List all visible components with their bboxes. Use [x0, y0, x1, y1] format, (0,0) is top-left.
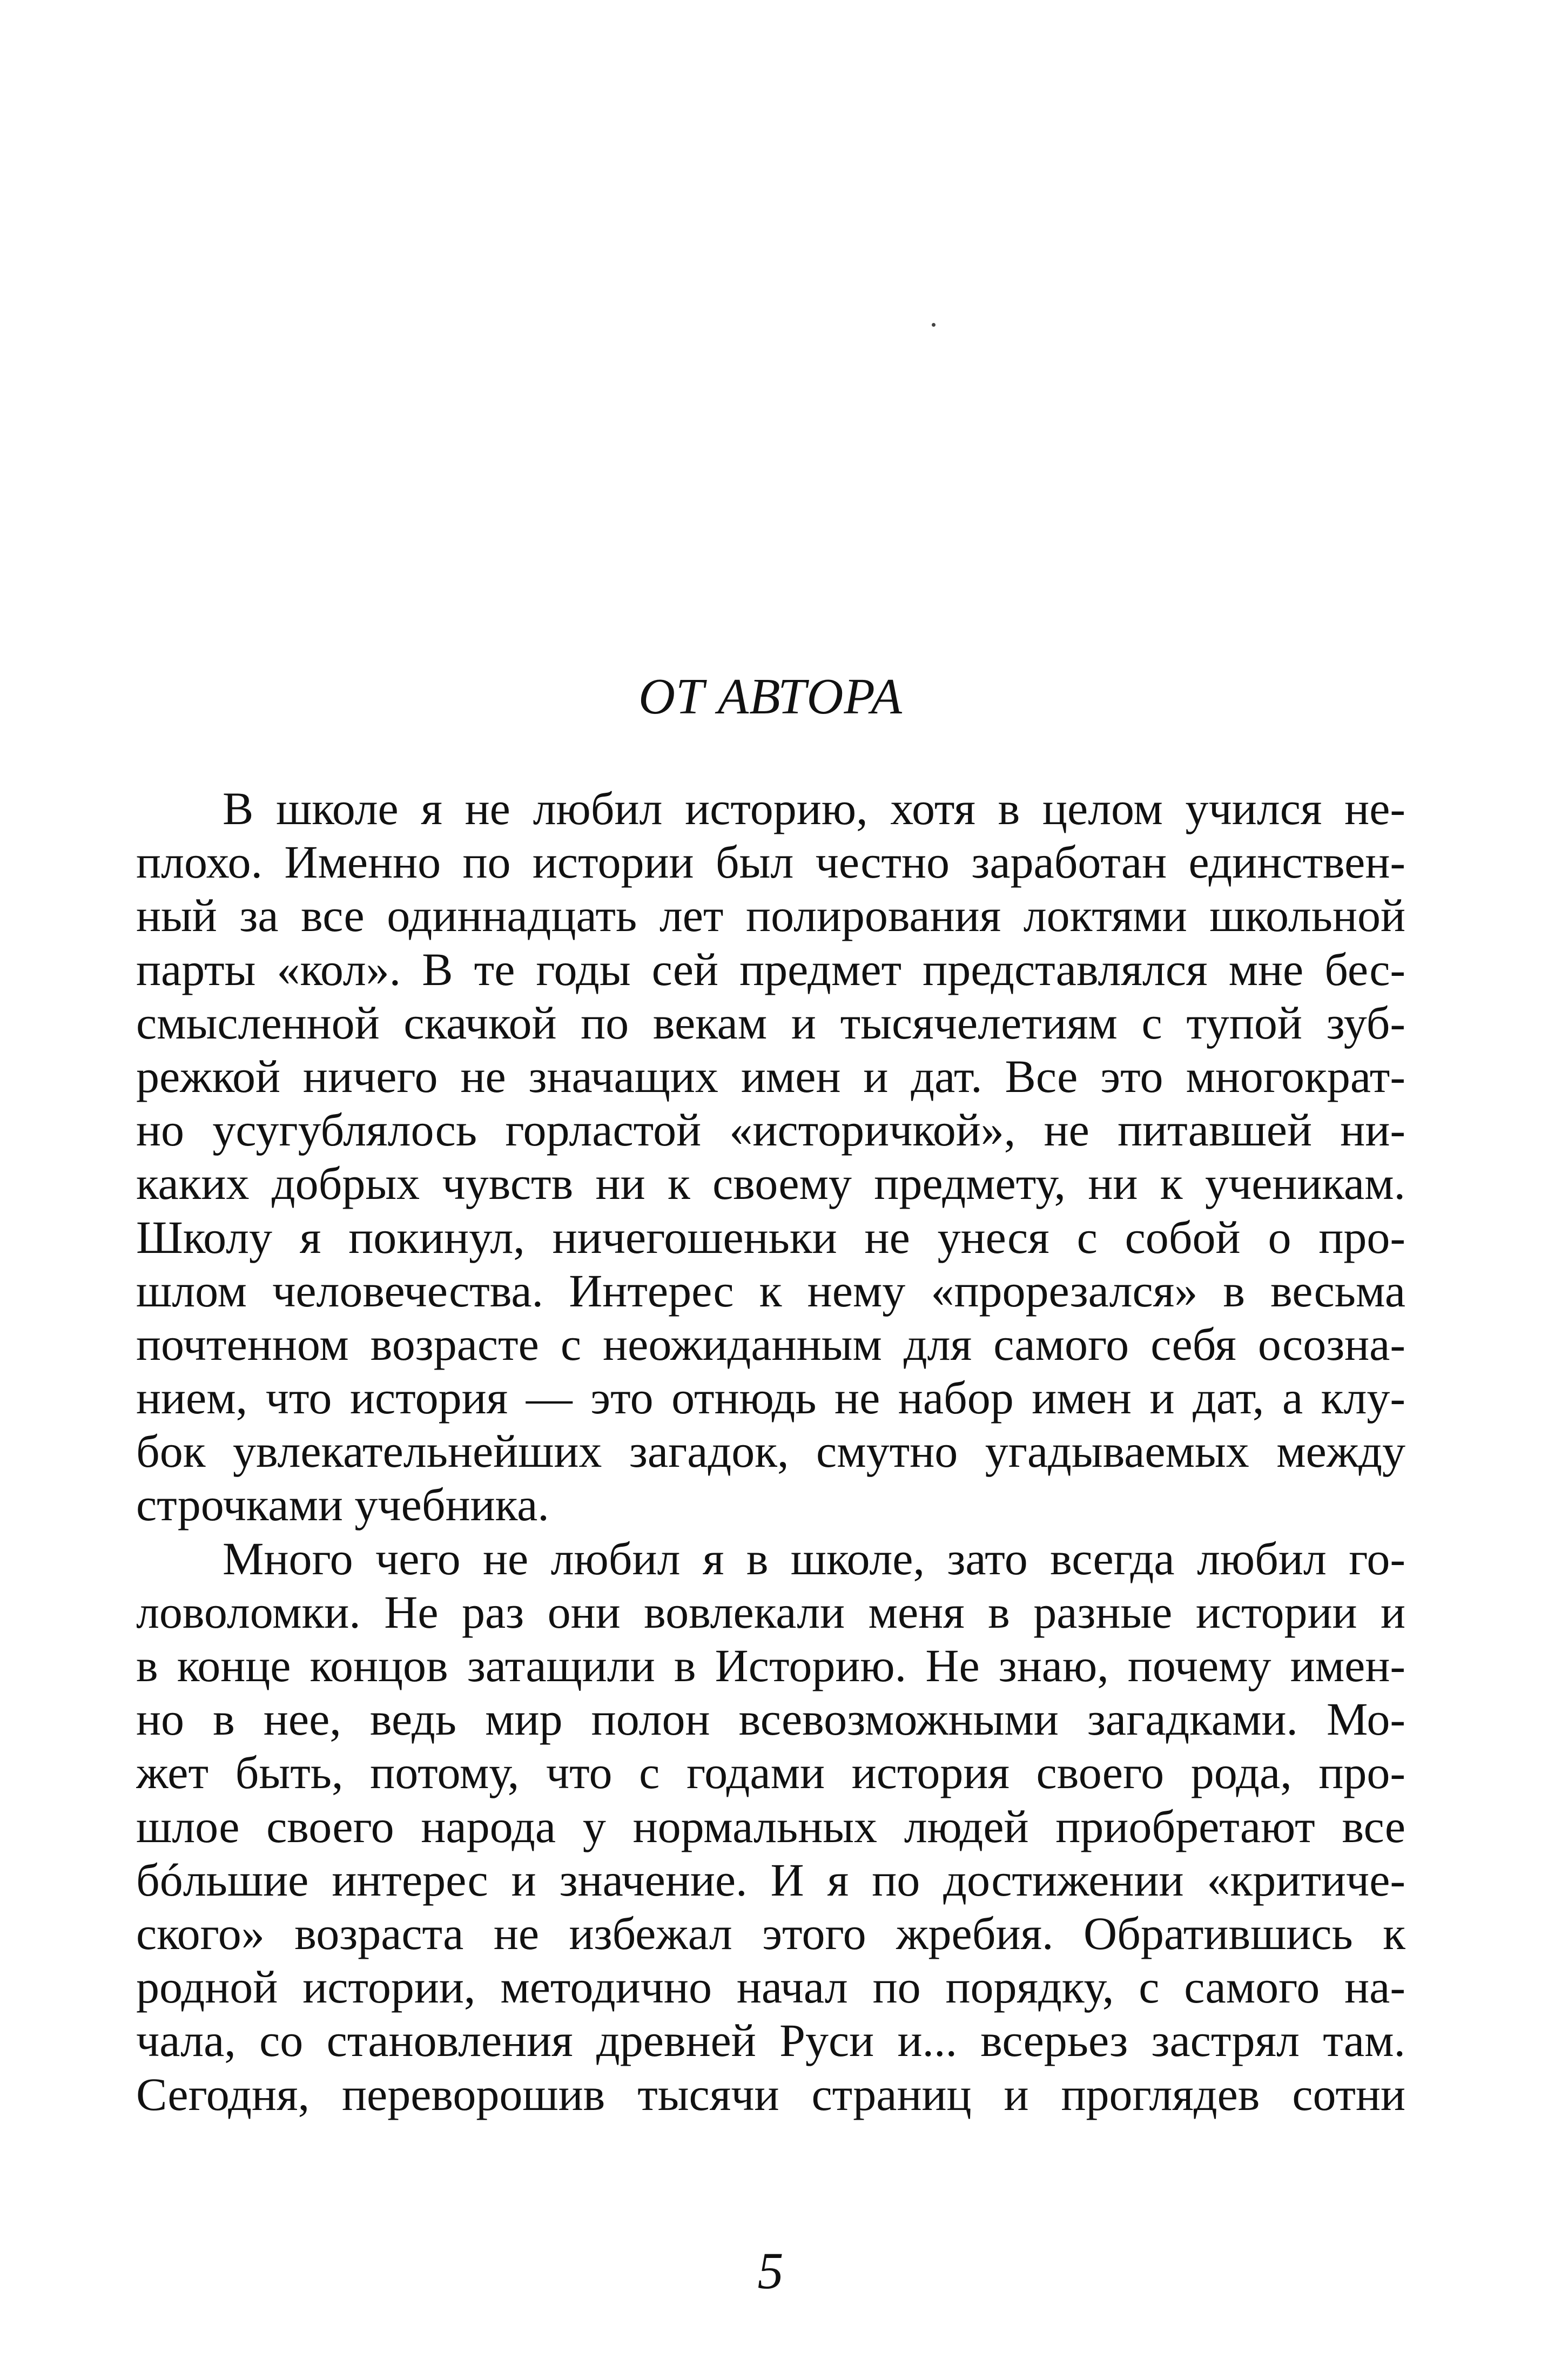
body-text — [136, 782, 1405, 2121]
text-line: шлом человечества. Интерес к нему «прорезался» в весьма — [136, 1264, 1405, 1317]
text-line: шлое своего народа у нормальных людей приобретают все — [136, 1800, 1405, 1852]
print-speck — [932, 323, 936, 327]
text-line: ского» возраста не избежал этого жребия. Обратившись к — [136, 1907, 1405, 1959]
text-line: жет быть, потому, что с годами история своего рода, про- — [136, 1747, 1405, 1799]
text-line: бóльшие интерес и значение. И я по достижении «критиче- — [136, 1853, 1405, 1906]
text-line: ный за все одиннадцать лет полирования локтями школьной — [136, 889, 1405, 942]
text-line: чала, со становления древней Руси и... всерьез застрял там. — [136, 2014, 1405, 2067]
text-line: В школе я не любил историю, хотя в целом учился не- — [223, 783, 1405, 834]
text-line: но усугублялось горластой «историчкой», не питавшей ни- — [136, 1104, 1405, 1156]
text-line: режкой ничего не значащих имен и дат. Все это многократ- — [136, 1050, 1405, 1102]
text-line: Школу я покинул, ничегошеньки не унеся с собой о про- — [136, 1211, 1405, 1263]
text-line: ловоломки. Не раз они вовлекали меня в разные истории и — [136, 1586, 1405, 1638]
text-line: почтенном возрасте с неожиданным для самого себя осозна- — [136, 1318, 1405, 1370]
page-number: 5 — [757, 2242, 784, 2300]
chapter-heading: ОТ АВТОРА — [638, 669, 903, 725]
text-line: родной истории, методично начал по порядку, с самого на- — [136, 1961, 1405, 2013]
text-line: нием, что история — это отнюдь не набор имен и дат, а клу- — [136, 1372, 1405, 1424]
text-line: но в нее, ведь мир полон всевозможными загадками. Мо- — [136, 1693, 1405, 1745]
text-line: строчками учебника. — [136, 1479, 549, 1531]
text-line: Много чего не любил я в школе, зато всегда любил го- — [223, 1532, 1405, 1585]
text-line: каких добрых чувств ни к своему предмету, ни к ученикам. — [136, 1157, 1405, 1210]
text-line: в конце концов затащили в Историю. Не знаю, почему имен- — [136, 1640, 1405, 1691]
text-line: бок увлекательнейших загадок, смутно угадываемых между — [136, 1425, 1405, 1478]
text-line: смысленной скачкой по векам и тысячелетиям с тупой зуб- — [136, 996, 1405, 1049]
text-line: парты «кол». В те годы сей предмет представлялся мне бес- — [136, 943, 1405, 995]
text-line: плохо. Именно по истории был честно заработан единствен- — [136, 836, 1405, 888]
text-line: Сегодня, переворошив тысячи страниц и проглядев сотни — [136, 2068, 1405, 2120]
